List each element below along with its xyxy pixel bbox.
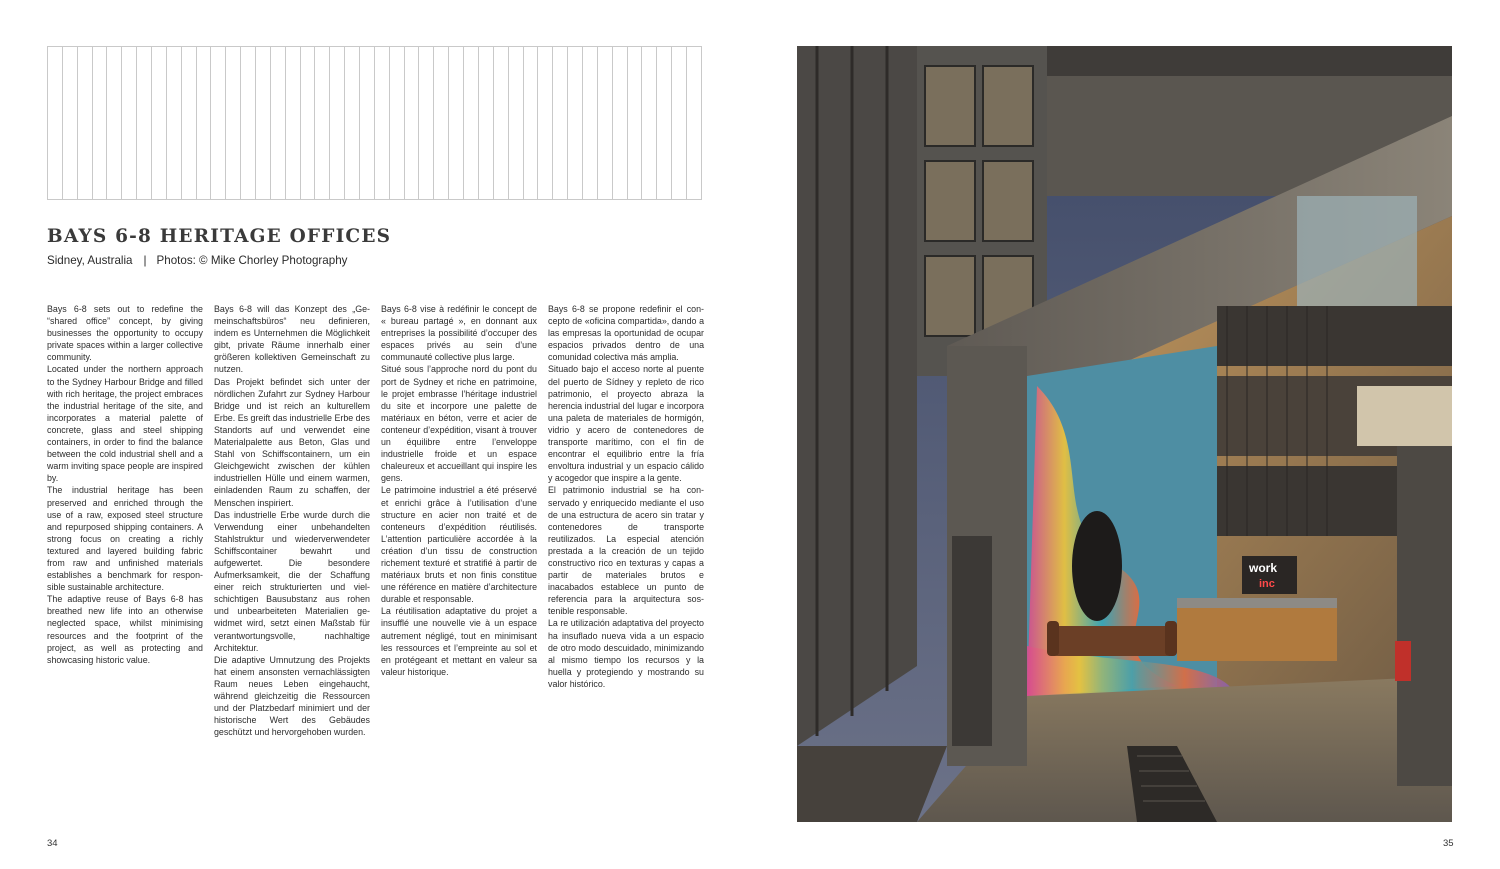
paragraph: The adaptive reuse of Bays 6-8 has breathed new life into an otherwise neglected space, whilst minimising resources and the footprint of the project, as well as protecting and showcasing historic value. [47, 594, 203, 665]
paragraph: Located under the northern approach to the Sydney Harbour Bridge and filled with rich heritage, the project embraces the industrial heritage of the site, and incorporates a material palette of concrete, glass and steel shipping containers, in order to find the balance between the cold industrial shell and a warm inviting space people are inspired by. [47, 364, 203, 484]
paragraph: Bays 6-8 sets out to redefine the “shared office” concept, by giving businesses the opportunity to occupy private spaces within a larger collective community. [47, 304, 203, 363]
paragraph: Situado bajo el acceso norte al puente del puerto de Sídney y repleto de rico patrimonio, el proyecto abraza la herencia industrial del lugar e incorpora una paleta de materiales de hormigón, vidrio y acero de contenedores de transporte marítimo, con el fin de encontrar el equilibrio entre la fría envoltura industrial y un espacio cálido y acogedor que inspire a la gente. [548, 364, 704, 484]
decorative-stripe [211, 47, 226, 199]
decorative-stripe [494, 47, 509, 199]
decorative-stripe [390, 47, 405, 199]
decorative-stripe [122, 47, 137, 199]
decorative-stripe [405, 47, 420, 199]
sign-text-line1: work [1249, 561, 1278, 575]
decorative-stripe [93, 47, 108, 199]
decorative-stripe [345, 47, 360, 199]
decorative-stripe [63, 47, 78, 199]
decorative-stripe [598, 47, 613, 199]
paragraph: El patrimonio industrial se ha conservado y enriquecido mediante el uso de una estructura de acero sin tratar y contenedores de transporte reutilizados. La especial atención prestada a la creación de un tejido constructivo rico en texturas y capas a partir de materiales brutos e inacabados establece un punto de referencia para la arquitectura sostenible responsable. [548, 485, 704, 617]
decorative-stripe [509, 47, 524, 199]
decorative-stripe [553, 47, 568, 199]
paragraph: The industrial heritage has been preserved and enriched through the use of a raw, exposed steel structure and repurposed shipping containers. A strong focus on creating a richly textured and layered building fabric from raw and unfinished materials establishes a benchmark for responsible sustainable architecture. [47, 485, 203, 593]
decorative-stripe [687, 47, 701, 199]
text-column-english [47, 303, 203, 666]
text-column-french [381, 303, 537, 678]
decorative-stripe [672, 47, 687, 199]
text-column-spanish [548, 303, 704, 690]
location-text: Sidney, Australia [47, 254, 133, 267]
article-title: BAYS 6-8 HERITAGE OFFICES [47, 226, 392, 247]
paragraph: Bays 6-8 vise à redéfinir le concept de « bureau partagé », en donnant aux entreprises la possibilité d’occuper des espaces privés au sein d’une communauté collective plus large. [381, 304, 537, 363]
decorative-stripe [375, 47, 390, 199]
paragraph: Bays 6-8 se propone redefinir el concepto de «oficina compartida», dando a las empresas la oportunidad de ocupar espacios privados dentro de una comunidad colectiva más amplia. [548, 304, 704, 363]
decorative-stripe [167, 47, 182, 199]
decorative-stripe [301, 47, 316, 199]
page-number-left: 34 [47, 838, 58, 849]
decorative-stripe [628, 47, 643, 199]
article-subtitle [47, 254, 347, 267]
decorative-stripe [538, 47, 553, 199]
decorative-stripe [657, 47, 672, 199]
page-number-right: 35 [1443, 838, 1454, 849]
paragraph: La re utilización adaptativa del proyecto ha insuflado nueva vida a un espacio de otro modo descuidado, minimizando al mismo tiempo los recursos y la huella y protegiendo y mostrando su valor histórico. [548, 618, 704, 689]
decorative-stripe [107, 47, 122, 199]
paragraph: La réutilisation adaptative du projet a insufflé une nouvelle vie à un espace autrement négligé, tout en minimisant les ressources et l’empreinte au sol et en protégeant et mettant en valeur sa valeur historique. [381, 606, 537, 677]
decorative-stripe [434, 47, 449, 199]
decorative-stripe [256, 47, 271, 199]
decorative-stripe [419, 47, 434, 199]
decorative-stripe [464, 47, 479, 199]
decorative-stripe [449, 47, 464, 199]
decorative-stripe [78, 47, 93, 199]
decorative-stripe [226, 47, 241, 199]
decorative-stripe [197, 47, 212, 199]
sign-text-line2: inc [1259, 578, 1275, 590]
paragraph: Das Projekt befindet sich unter der nördlichen Zufahrt zur Sydney Harbour Bridge und ist reich an kulturellem Erbe. Es greift das industrielle Erbe des Standorts auf und verwendet eine Materialpalette aus Beton, Glas und Stahl von Schiffscontainern, um ein Gleichgewicht zwischen der kühlen industriellen Hülle und einem warmen, einladenden Raum zu schaffen, der Menschen inspiriert. [214, 376, 370, 508]
decorative-stripe [613, 47, 628, 199]
decorative-stripe [524, 47, 539, 199]
photo-illustration [797, 46, 1452, 822]
photo-credit: Photos: © Mike Chorley Photography [156, 254, 348, 267]
subtitle-separator: | [143, 254, 147, 267]
decorative-stripe [286, 47, 301, 199]
decorative-stripe [479, 47, 494, 199]
paragraph: Die adaptive Umnutzung des Projekts hat einem ansonsten vernachlässigten Raum neues Leben eingehaucht, während gleichzeitig die Ressourcen und der Platzbedarf minimiert und der historische Wert des Gebäudes geschützt und hervorgehoben wurden. [214, 654, 370, 738]
decorative-stripe [583, 47, 598, 199]
decorative-stripe [360, 47, 375, 199]
decorative-stripe [330, 47, 345, 199]
decorative-stripe [271, 47, 286, 199]
paragraph: Le patrimoine industriel a été préservé et enrichi grâce à l’utilisation d’une structure en acier non traité et de conteneurs d’expédition réutilisés. L’attention particulière accordée à la création d’un tissu de construction richement texturé et stratifié à partir de matériaux bruts et non finis constitue une référence en matière d’architecture durable et responsable. [381, 485, 537, 605]
paragraph: Bays 6-8 will das Konzept des „Gemeinschaftsbüros“ neu definieren, indem es Unternehmen die Möglichkeit gibt, private Räume innerhalb einer größeren kollektiven Gemeinschaft zu nutzen. [214, 304, 370, 375]
decorative-stripe [642, 47, 657, 199]
decorative-stripe [152, 47, 167, 199]
decorative-stripe [182, 47, 197, 199]
decorative-stripe [137, 47, 152, 199]
paragraph: Das industrielle Erbe wurde durch die Verwendung einer unbehandelten Stahlstruktur und wiederverwendeter Schiffscontainer bewahrt und aufgewertet. Die besondere Aufmerksamkeit, die der Schaffung einer reich strukturierten und vielschichtigen Bausubstanz aus rohen und unbearbeiteten Materialien gewidmet wird, setzt einen Maßstab für verantwortungsvolle, nachhaltige Architektur. [214, 509, 370, 653]
decorative-stripe [568, 47, 583, 199]
decorative-stripe [241, 47, 256, 199]
building-entrance-photo [797, 46, 1452, 822]
paragraph: Situé sous l’approche nord du pont du port de Sydney et riche en patrimoine, le projet embrasse l’héritage industriel du site et incorpore une palette de matériaux en béton, verre et acier de conteneur d’expédition, visant à trouver un équilibre entre l’enveloppe industrielle froide et un espace chaleureux et accueillant qui inspire les gens. [381, 364, 537, 484]
text-column-german [214, 303, 370, 738]
decorative-stripe [48, 47, 63, 199]
decorative-stripe [315, 47, 330, 199]
vertical-lines-graphic [47, 46, 702, 200]
